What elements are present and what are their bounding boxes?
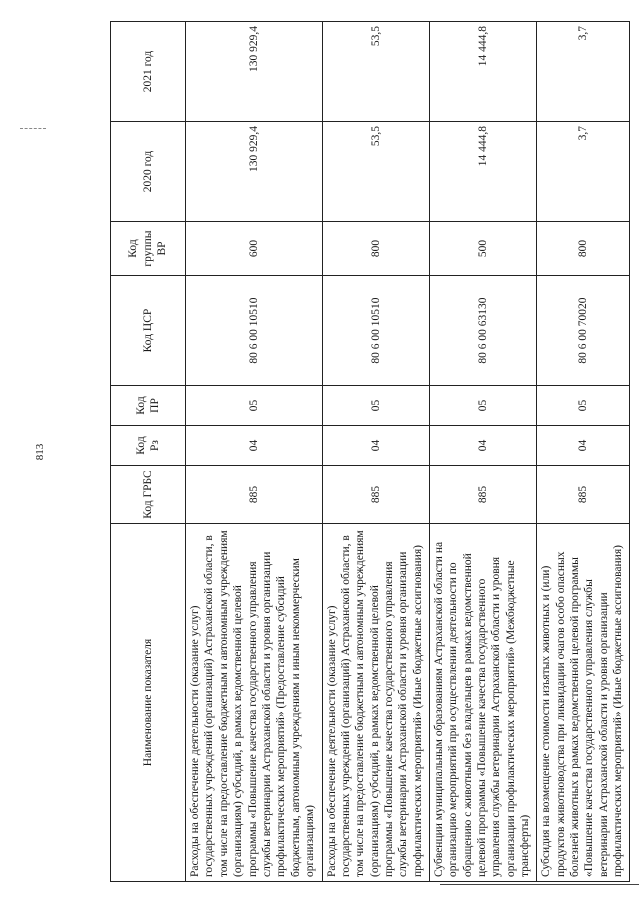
row-2020: 53,5 <box>322 122 429 222</box>
row-rz: 04 <box>322 426 429 466</box>
row-rz: 04 <box>537 426 630 466</box>
table-row <box>322 22 429 882</box>
row-vr: 800 <box>322 222 429 276</box>
row-rz: 04 <box>429 426 536 466</box>
row-vr: 800 <box>537 222 630 276</box>
header-vr: Код группы ВР <box>111 222 186 276</box>
row-2021: 3,7 <box>537 22 630 122</box>
row-csr: 80 6 00 10510 <box>186 276 323 386</box>
row-name: Субсидия на возмещение стоимости изъятых животных и (или) продуктов животноводства при ликвидации очагов особо опасных болезней животных в рамках ведомственной целевой программы «Повышение качества государственного управления службы ветеринарии Астраханской области и уровня организации профилактических мероприятий» (Иные бюджетные ассигнования) <box>537 524 630 882</box>
row-grbs: 885 <box>429 466 536 524</box>
page-number: 813 <box>34 443 46 461</box>
row-grbs: 885 <box>322 466 429 524</box>
row-csr: 80 6 00 10510 <box>322 276 429 386</box>
header-grbs: Код ГРБС <box>111 466 186 524</box>
row-2021: 130 929,4 <box>186 22 323 122</box>
row-name: Расходы на обеспечение деятельности (оказание услуг) государственных учреждений (организаций) Астраханской области, в том числе на предоставление бюджетным и автономным учреждениям (организациям) субсидий, в рамках ведомственной целевой программы «Повышение качества государственного управления службы ветеринарии Астраханской области и уровня организации профилактических мероприятий» (Иные бюджетные ассигнования) <box>322 524 429 882</box>
row-pr: 05 <box>537 386 630 426</box>
row-2020: 3,7 <box>537 122 630 222</box>
row-vr: 500 <box>429 222 536 276</box>
table-row <box>537 22 630 882</box>
scan-mark <box>20 128 46 130</box>
row-name: Субвенции муниципальным образованиям Астраханской области на организацию мероприятий при осуществлении деятельности по обращению с животными без владельцев в рамках ведомственной целевой программы «Повышение качества государственного управления службы ветеринарии Астраханской области и уровня организации профилактических мероприятий» (Межбюджетные трансферты) <box>429 524 536 882</box>
header-name: Наименование показателя <box>111 524 186 882</box>
header-rz: Код Рз <box>111 426 186 466</box>
row-grbs: 885 <box>537 466 630 524</box>
row-csr: 80 6 00 70020 <box>537 276 630 386</box>
row-vr: 600 <box>186 222 323 276</box>
row-2021: 14 444,8 <box>429 22 536 122</box>
header-2020: 2020 год <box>111 122 186 222</box>
row-pr: 05 <box>322 386 429 426</box>
row-2021: 53,5 <box>322 22 429 122</box>
bottom-rule <box>440 884 639 885</box>
row-csr: 80 6 00 63130 <box>429 276 536 386</box>
row-pr: 05 <box>429 386 536 426</box>
table-row <box>186 22 323 882</box>
budget-table <box>110 21 630 882</box>
row-2020: 130 929,4 <box>186 122 323 222</box>
row-pr: 05 <box>186 386 323 426</box>
table-row <box>429 22 536 882</box>
row-name: Расходы на обеспечение деятельности (оказание услуг) государственных учреждений (организаций) Астраханской области, в том числе на предоставление бюджетным и автономным учреждениям (организациям) субсидий, в рамках ведомственной целевой программы «Повышение качества государственного управления службы ветеринарии Астраханской области и уровня организации профилактических мероприятий» (Предоставление субсидий бюджетным, автономным учреждениям и иным некоммерческим организациям) <box>186 524 323 882</box>
header-2021: 2021 год <box>111 22 186 122</box>
row-rz: 04 <box>186 426 323 466</box>
row-2020: 14 444,8 <box>429 122 536 222</box>
header-pr: Код ПР <box>111 386 186 426</box>
row-grbs: 885 <box>186 466 323 524</box>
header-csr: Код ЦСР <box>111 276 186 386</box>
table-header-row <box>111 22 186 882</box>
budget-table-rotated <box>110 22 630 882</box>
